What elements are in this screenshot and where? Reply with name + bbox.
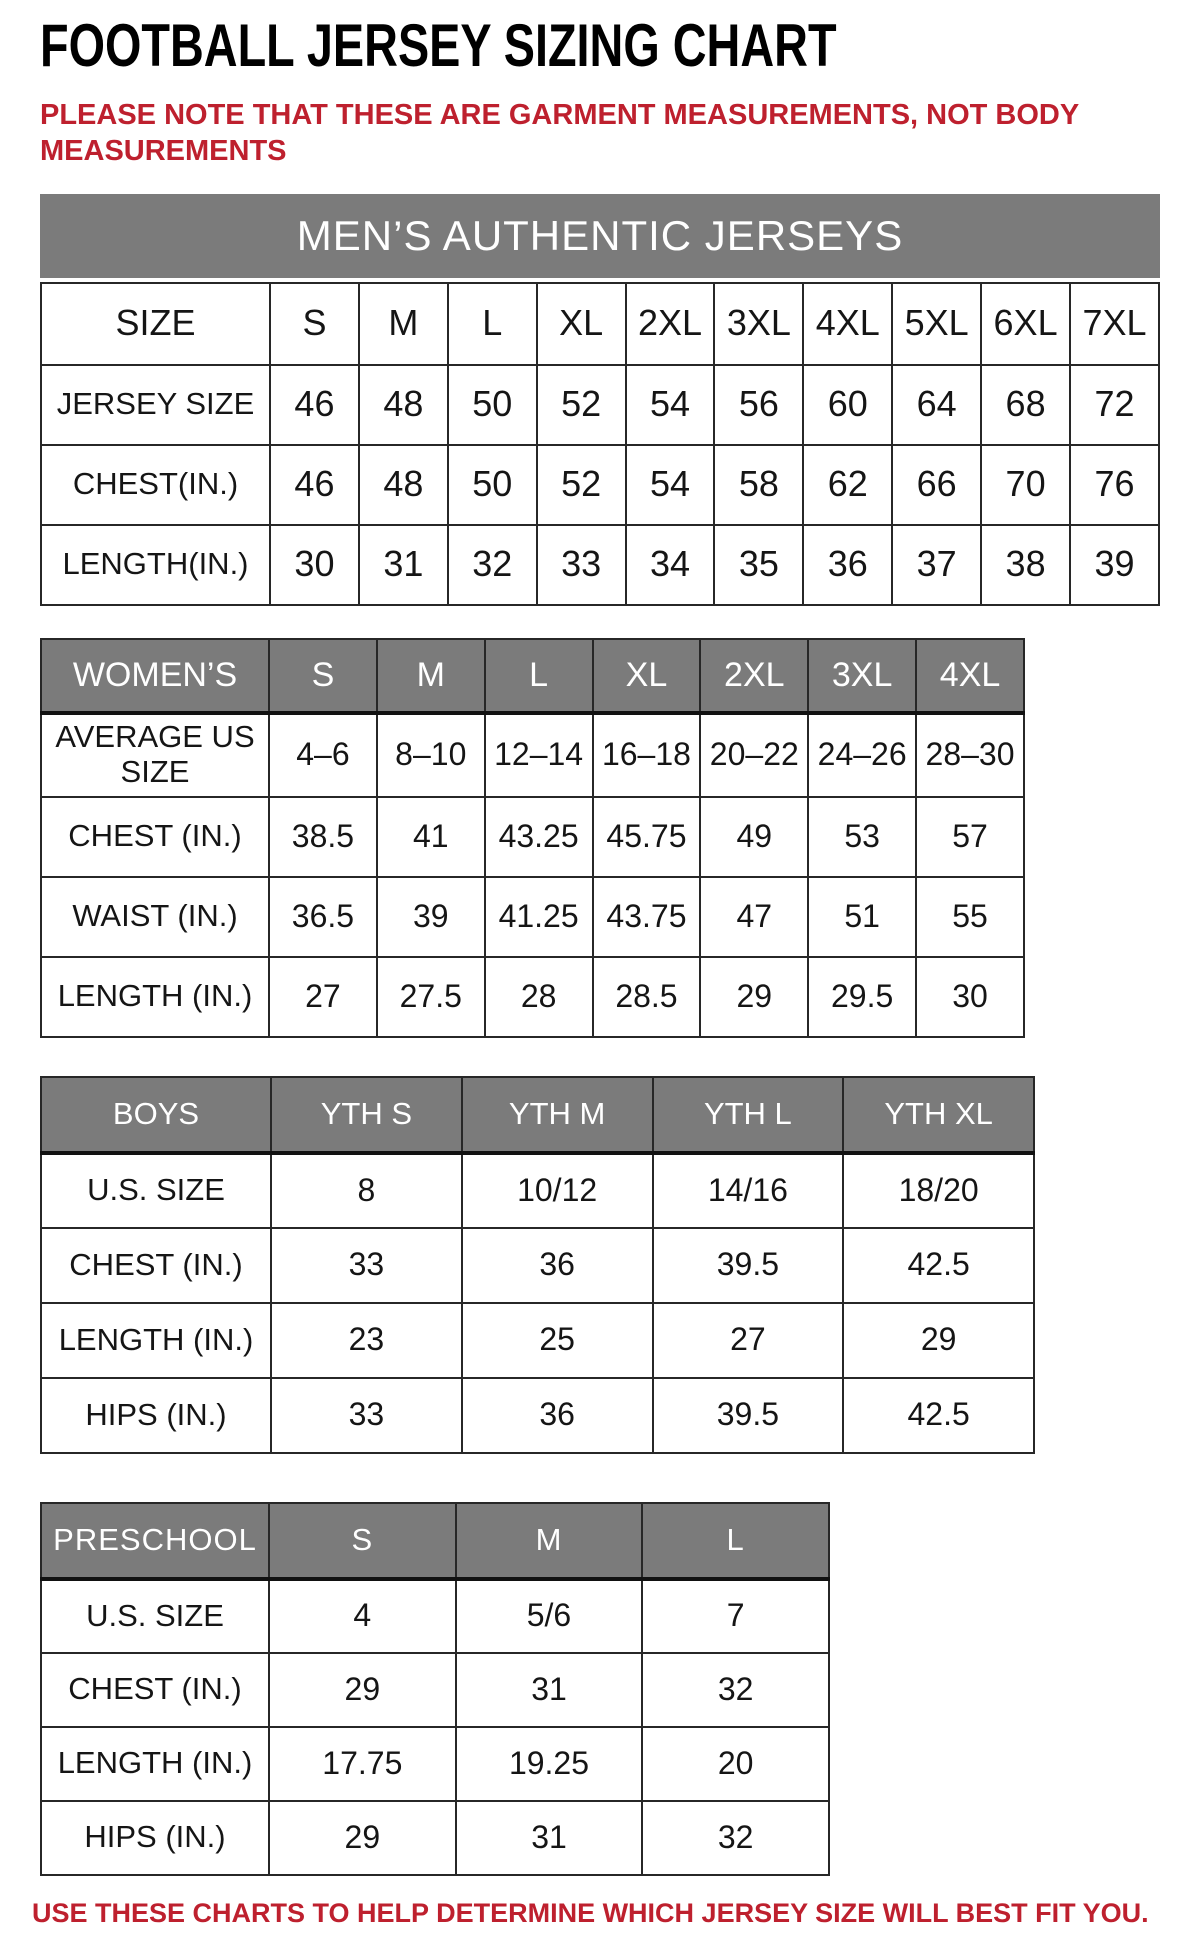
size-value: 29: [269, 1801, 456, 1875]
header-row: [41, 639, 1024, 713]
size-value: 8–10: [377, 713, 485, 797]
size-value: 33: [271, 1378, 462, 1453]
size-value: 7: [642, 1579, 829, 1653]
size-value: 46: [270, 365, 359, 445]
size-value: 10/12: [462, 1153, 653, 1228]
size-value: 36.5: [269, 877, 377, 957]
size-value: 38: [981, 525, 1070, 605]
header-row: [41, 1077, 1034, 1153]
column-header: M: [359, 283, 448, 365]
size-value: 41.25: [485, 877, 593, 957]
footer-note: USE THESE CHARTS TO HELP DETERMINE WHICH JERSEY SIZE WILL BEST FIT YOU.: [32, 1897, 1149, 1928]
size-value: 4: [269, 1579, 456, 1653]
row-label: LENGTH (IN.): [41, 957, 269, 1037]
column-header: L: [485, 639, 593, 713]
row-label: WAIST (IN.): [41, 877, 269, 957]
size-value: 32: [642, 1653, 829, 1727]
preschool-jerseys-section: [40, 1502, 1160, 1876]
column-header: 3XL: [714, 283, 803, 365]
row-label: CHEST (IN.): [41, 797, 269, 877]
row-label: CHEST (IN.): [41, 1653, 269, 1727]
size-value: 27.5: [377, 957, 485, 1037]
header-row: [41, 283, 1159, 365]
boys-jerseys-section: [40, 1076, 1160, 1454]
row-label: JERSEY SIZE: [41, 365, 270, 445]
size-value: 28.5: [593, 957, 701, 1037]
row-label: U.S. SIZE: [41, 1579, 269, 1653]
table-row: [41, 525, 1159, 605]
table-row: [41, 1228, 1034, 1303]
size-value: 50: [448, 365, 537, 445]
size-value: 31: [456, 1653, 643, 1727]
mens-jerseys-section: [40, 194, 1160, 606]
column-header: S: [269, 639, 377, 713]
preschool-sizing-table: [40, 1502, 830, 1876]
size-value: 42.5: [843, 1378, 1034, 1453]
size-value: 45.75: [593, 797, 701, 877]
size-value: 35: [714, 525, 803, 605]
table-row: [41, 1653, 829, 1727]
size-value: 68: [981, 365, 1070, 445]
size-value: 56: [714, 365, 803, 445]
size-value: 54: [626, 445, 715, 525]
size-value: 34: [626, 525, 715, 605]
size-value: 39: [377, 877, 485, 957]
column-header: YTH L: [653, 1077, 844, 1153]
size-value: 57: [916, 797, 1024, 877]
size-value: 48: [359, 445, 448, 525]
size-value: 72: [1070, 365, 1159, 445]
size-value: 17.75: [269, 1727, 456, 1801]
size-value: 29: [700, 957, 808, 1037]
column-header: XL: [593, 639, 701, 713]
column-header: 2XL: [626, 283, 715, 365]
size-value: 33: [537, 525, 626, 605]
row-label: HIPS (IN.): [41, 1378, 271, 1453]
size-value: 39.5: [653, 1378, 844, 1453]
garment-measurements-note: PLEASE NOTE THAT THESE ARE GARMENT MEASUREMENTS, NOT BODY MEASUREMENTS: [40, 99, 1079, 168]
table-row: [41, 1579, 829, 1653]
column-header: YTH XL: [843, 1077, 1034, 1153]
size-value: 37: [892, 525, 981, 605]
column-header: 3XL: [808, 639, 916, 713]
size-value: 32: [642, 1801, 829, 1875]
table-row: [41, 877, 1024, 957]
size-value: 70: [981, 445, 1070, 525]
size-value: 54: [626, 365, 715, 445]
size-value: 43.25: [485, 797, 593, 877]
size-value: 29.5: [808, 957, 916, 1037]
size-value: 28: [485, 957, 593, 1037]
row-label: HIPS (IN.): [41, 1801, 269, 1875]
size-value: 4–6: [269, 713, 377, 797]
table-row: [41, 713, 1024, 797]
table-row: [41, 797, 1024, 877]
size-value: 20: [642, 1727, 829, 1801]
size-value: 64: [892, 365, 981, 445]
row-label: CHEST(IN.): [41, 445, 270, 525]
size-value: 28–30: [916, 713, 1024, 797]
size-value: 49: [700, 797, 808, 877]
column-header: 4XL: [803, 283, 892, 365]
table-row: [41, 957, 1024, 1037]
size-value: 55: [916, 877, 1024, 957]
column-header: S: [269, 1503, 456, 1579]
size-value: 27: [269, 957, 377, 1037]
size-value: 51: [808, 877, 916, 957]
table-row: [41, 1378, 1034, 1453]
size-value: 62: [803, 445, 892, 525]
size-value: 27: [653, 1303, 844, 1378]
size-value: 66: [892, 445, 981, 525]
size-value: 23: [271, 1303, 462, 1378]
size-value: 36: [803, 525, 892, 605]
column-header: YTH S: [271, 1077, 462, 1153]
column-header: S: [270, 283, 359, 365]
column-header: L: [448, 283, 537, 365]
size-value: 53: [808, 797, 916, 877]
size-value: 38.5: [269, 797, 377, 877]
mens-table-banner: MEN’S AUTHENTIC JERSEYS: [40, 194, 1160, 278]
size-value: 46: [270, 445, 359, 525]
size-value: 31: [456, 1801, 643, 1875]
page-title: [40, 14, 1160, 77]
table-title-cell: SIZE: [41, 283, 270, 365]
row-label: LENGTH(IN.): [41, 525, 270, 605]
size-value: 76: [1070, 445, 1159, 525]
size-value: 16–18: [593, 713, 701, 797]
page-title-text: FOOTBALL JERSEY SIZING CHART: [40, 12, 837, 79]
column-header: L: [642, 1503, 829, 1579]
row-label: AVERAGE US SIZE: [41, 713, 269, 797]
table-row: [41, 365, 1159, 445]
size-value: 29: [269, 1653, 456, 1727]
row-label: LENGTH (IN.): [41, 1727, 269, 1801]
boys-sizing-table: [40, 1076, 1035, 1454]
column-header: XL: [537, 283, 626, 365]
column-header: 2XL: [700, 639, 808, 713]
size-value: 36: [462, 1378, 653, 1453]
table-row: [41, 445, 1159, 525]
size-value: 20–22: [700, 713, 808, 797]
size-value: 14/16: [653, 1153, 844, 1228]
size-value: 52: [537, 365, 626, 445]
size-value: 41: [377, 797, 485, 877]
size-value: 8: [271, 1153, 462, 1228]
table-title-cell: BOYS: [41, 1077, 271, 1153]
mens-sizing-table: [40, 282, 1160, 606]
table-row: [41, 1303, 1034, 1378]
size-value: 33: [271, 1228, 462, 1303]
table-title-cell: WOMEN’S: [41, 639, 269, 713]
size-value: 39: [1070, 525, 1159, 605]
header-row: [41, 1503, 829, 1579]
size-value: 48: [359, 365, 448, 445]
table-row: [41, 1727, 829, 1801]
womens-jerseys-section: [40, 638, 1160, 1038]
size-value: 60: [803, 365, 892, 445]
column-header: 5XL: [892, 283, 981, 365]
size-value: 43.75: [593, 877, 701, 957]
size-value: 29: [843, 1303, 1034, 1378]
size-value: 12–14: [485, 713, 593, 797]
column-header: M: [456, 1503, 643, 1579]
size-value: 47: [700, 877, 808, 957]
size-value: 30: [916, 957, 1024, 1037]
column-header: M: [377, 639, 485, 713]
size-value: 50: [448, 445, 537, 525]
column-header: YTH M: [462, 1077, 653, 1153]
row-label: LENGTH (IN.): [41, 1303, 271, 1378]
size-value: 58: [714, 445, 803, 525]
row-label: CHEST (IN.): [41, 1228, 271, 1303]
size-value: 5/6: [456, 1579, 643, 1653]
column-header: 7XL: [1070, 283, 1159, 365]
size-value: 25: [462, 1303, 653, 1378]
table-title-cell: PRESCHOOL: [41, 1503, 269, 1579]
row-label: U.S. SIZE: [41, 1153, 271, 1228]
size-value: 19.25: [456, 1727, 643, 1801]
womens-sizing-table: [40, 638, 1025, 1038]
size-value: 18/20: [843, 1153, 1034, 1228]
column-header: 4XL: [916, 639, 1024, 713]
size-value: 42.5: [843, 1228, 1034, 1303]
size-value: 52: [537, 445, 626, 525]
size-value: 32: [448, 525, 537, 605]
size-value: 39.5: [653, 1228, 844, 1303]
column-header: 6XL: [981, 283, 1070, 365]
table-row: [41, 1153, 1034, 1228]
size-value: 24–26: [808, 713, 916, 797]
table-row: [41, 1801, 829, 1875]
size-value: 31: [359, 525, 448, 605]
size-value: 36: [462, 1228, 653, 1303]
size-value: 30: [270, 525, 359, 605]
